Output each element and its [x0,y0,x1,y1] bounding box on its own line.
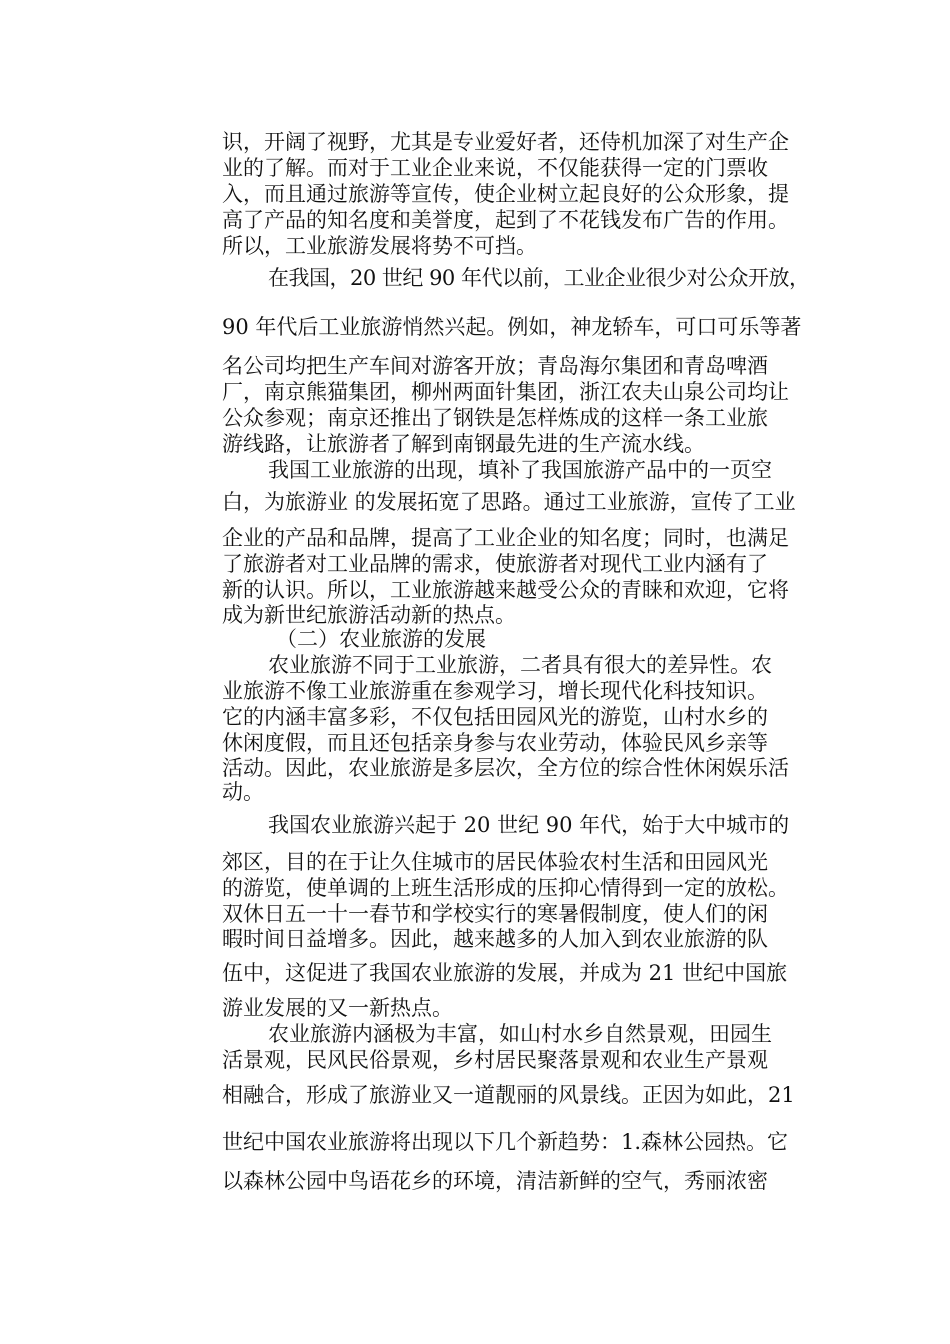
text-line: 休闲度假，而且还包括亲身参与农业劳动，体验民风乡亲等 [222,731,768,755]
text-line: 公众参观；南京还推出了钢铁是怎样炼成的这样一条工业旅 [222,406,768,430]
text-line: 游线路，让旅游者了解到南钢最先进的生产流水线。 [222,432,705,456]
text-line: 了旅游者对工业品牌的需求，使旅游者对现代工业内涵有了 [222,552,768,576]
text-line: 成为新世纪旅游活动新的热点。 [222,603,516,627]
text-line: 名公司均把生产车间对游客开放；青岛海尔集团和青岛啤酒 [222,354,768,378]
text-line: 郊区，目的在于让久住城市的居民体验农村生活和田园风光 [222,850,768,874]
paragraph-first-line: 我国农业旅游兴起于 20 世纪 90 年代，始于大中城市的 [268,813,790,837]
text-line: 游业发展的又一新热点。 [222,996,453,1020]
text-line: 活景观，民风民俗景观，乡村居民聚落景观和农业生产景观 [222,1048,768,1072]
text-line: 高了产品的知名度和美誉度，起到了不花钱发布广告的作用。 [222,208,789,232]
text-line: 识，开阔了视野，尤其是专业爱好者，还侍机加深了对生产企 [222,130,789,154]
text-line: 相融合，形成了旅游业又一道靓丽的风景线。正因为如此，21 [222,1083,795,1107]
text-line: 动。 [222,780,264,804]
text-line: 所以，工业旅游发展将势不可挡。 [222,234,537,258]
text-line: 白，为旅游业 的发展拓宽了思路。通过工业旅游，宣传了工业 [222,490,796,514]
text-line: 双休日五一十一春节和学校实行的寒暑假制度，使人们的闲 [222,902,768,926]
text-line: 入，而且通过旅游等宣传，使企业树立起良好的公众形象，提 [222,182,789,206]
text-line: 的游览，使单调的上班生活形成的压抑心情得到一定的放松。 [222,876,789,900]
paragraph-first-line: 在我国，20 世纪 90 年代以前，工业企业很少对公众开放， [268,266,810,290]
text-line: 它的内涵丰富多彩，不仅包括田园风光的游览，山村水乡的 [222,705,768,729]
text-line: 暇时间日益增多。因此，越来越多的人加入到农业旅游的队 [222,927,768,951]
paragraph-first-line: 农业旅游不同于工业旅游，二者具有很大的差异性。农 [268,653,772,677]
paragraph-first-line: 我国工业旅游的出现，填补了我国旅游产品中的一页空 [268,458,772,482]
text-line: 企业的产品和品牌，提高了工业企业的知名度；同时，也满足 [222,526,789,550]
text-line: 以森林公园中鸟语花乡的环境，清洁新鲜的空气，秀丽浓密 [222,1169,768,1193]
text-line: 伍中，这促进了我国农业旅游的发展，并成为 21 世纪中国旅 [222,961,788,985]
section-heading: （二）农业旅游的发展 [276,627,486,651]
text-line: 活动。因此，农业旅游是多层次，全方位的综合性休闲娱乐活 [222,756,789,780]
text-line: 业旅游不像工业旅游重在参观学习，增长现代化科技知识。 [222,679,768,703]
text-line: 业的了解。而对于工业企业来说，不仅能获得一定的门票收 [222,156,768,180]
text-line: 90 年代后工业旅游悄然兴起。例如，神龙轿车，可口可乐等著 [222,315,802,339]
paragraph-first-line: 农业旅游内涵极为丰富，如山村水乡自然景观，田园生 [268,1022,772,1046]
text-line: 世纪中国农业旅游将出现以下几个新趋势：1.森林公园热。它 [222,1130,789,1154]
text-line: 新的认识。所以，工业旅游越来越受公众的青睐和欢迎，它将 [222,578,789,602]
text-line: 厂，南京熊猫集团，柳州两面针集团，浙江农夫山泉公司均让 [222,380,789,404]
